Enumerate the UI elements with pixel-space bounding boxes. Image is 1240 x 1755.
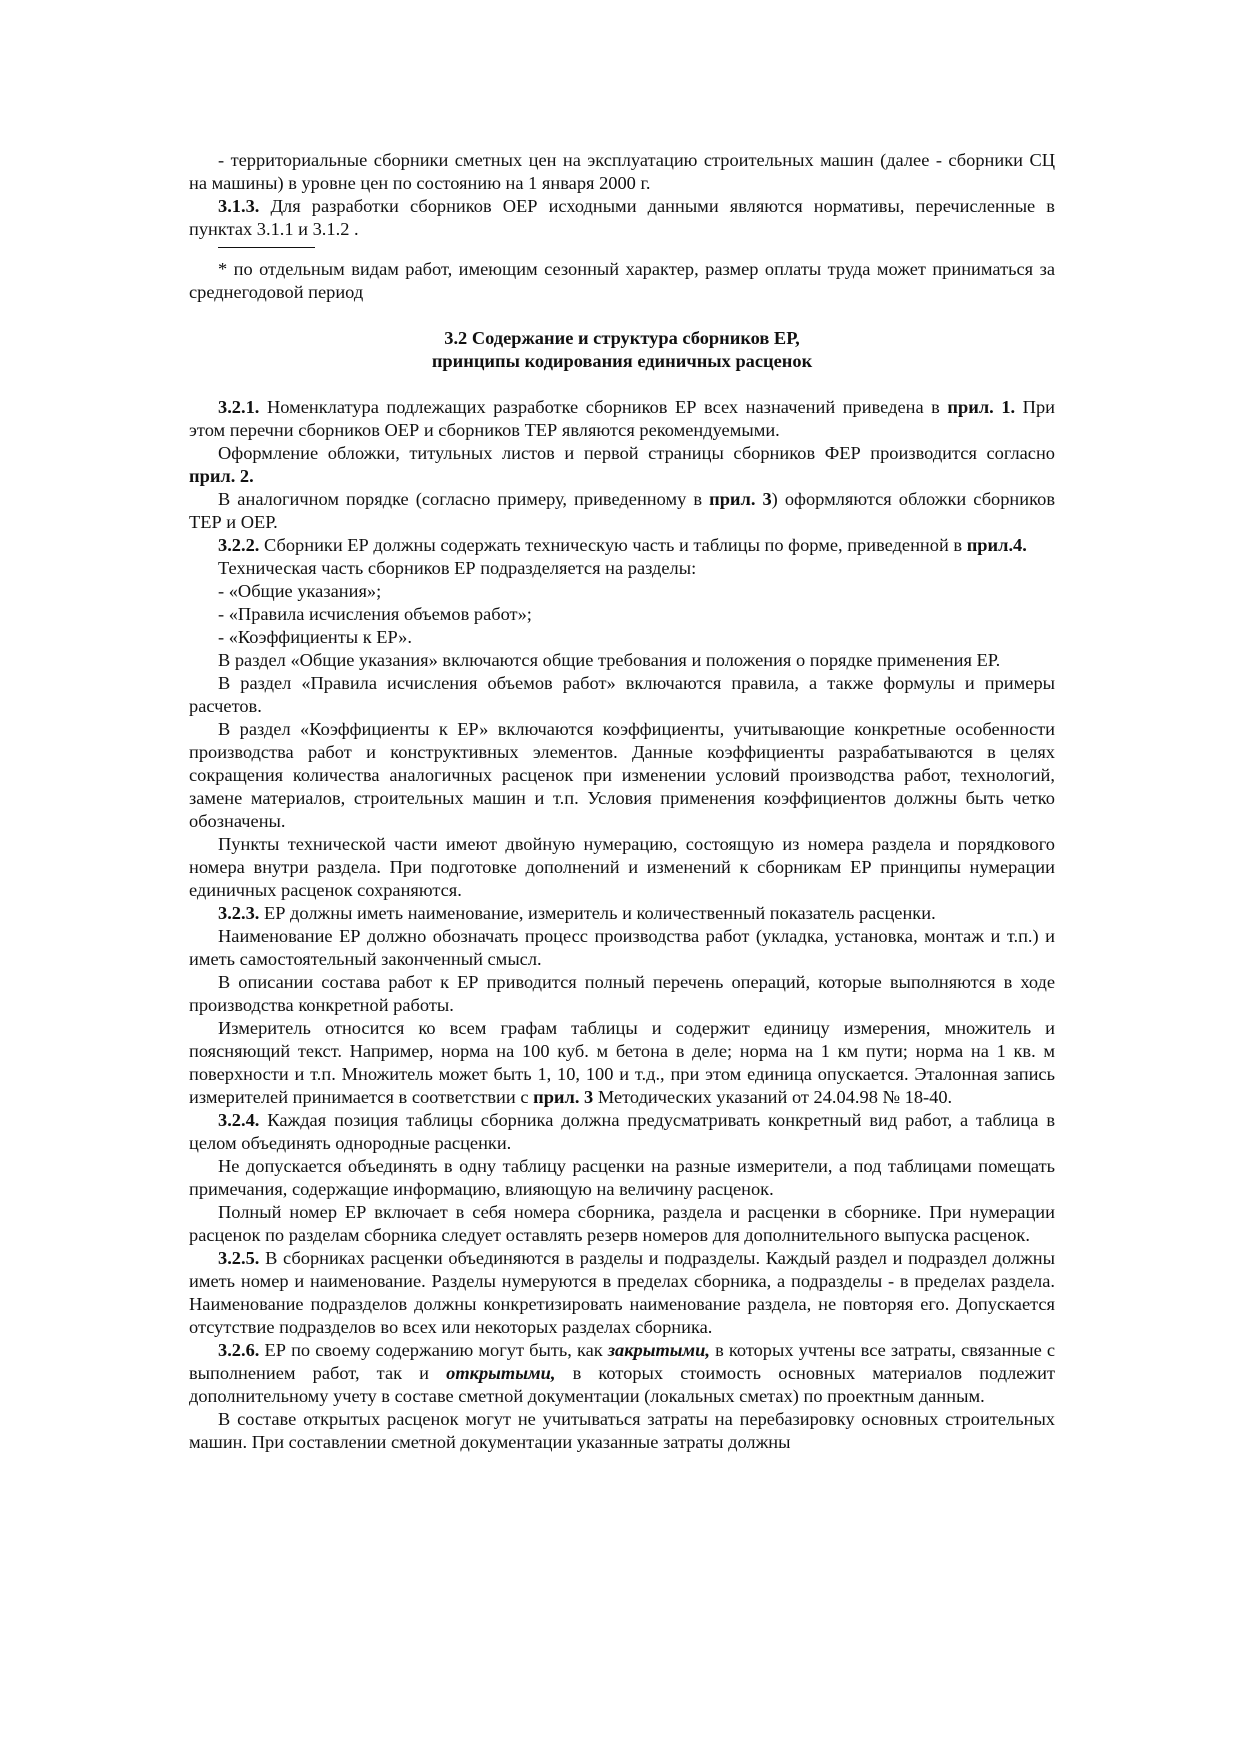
paragraph: Техническая часть сборников ЕР подразделяется на разделы: (218, 558, 697, 578)
emphasis-term: закрытыми, (607, 1340, 710, 1360)
appendix-reference: прил. 2. (189, 466, 254, 486)
paragraph-text: Для разработки сборников ОЕР исходными данными являются нормативы, перечисленные в пунктах 3.1.1 и 3.1.2 . (189, 196, 1055, 239)
section-heading (189, 327, 1055, 373)
paragraph-text: Методических указаний от 24.04.98 № 18-40. (593, 1087, 953, 1107)
paragraph-text: ЕР должны иметь наименование, измеритель и количественный показатель расценки. (259, 903, 936, 923)
paragraph-3-2-5 (189, 1247, 1055, 1339)
clause-number: 3.2.6. (218, 1340, 260, 1360)
paragraph: В составе открытых расценок могут не учитываться затраты на перебазировку основных строительных машин. При составлении сметной документации указанные затраты должны (189, 1409, 1055, 1452)
paragraph: Наименование ЕР должно обозначать процесс производства работ (укладка, установка, монтаж и т.п.) и иметь самостоятельный законченный смысл. (189, 926, 1055, 969)
clause-number: 3.2.2. (218, 535, 260, 555)
paragraph-text: ЕР по своему содержанию могут быть, как (259, 1340, 608, 1360)
clause-number: 3.2.5. (218, 1248, 260, 1268)
paragraph: В раздел «Общие указания» включаются общие требования и положения о порядке применения ЕР. (218, 650, 1001, 670)
clause-number: 3.1.3. (218, 196, 260, 216)
paragraph (189, 1017, 1055, 1109)
paragraph: Не допускается объединять в одну таблицу расценки на разные измерители, а под таблицами помещать примечания, содержащие информацию, влияющую на величину расценок. (189, 1156, 1055, 1199)
clause-number: 3.2.3. (218, 903, 260, 923)
paragraph: Пункты технической части имеют двойную нумерацию, состоящую из номера раздела и порядкового номера внутри раздела. При подготовке дополнений и изменений к сборникам ЕР принципы нумерации единичных расценок сохраняются. (189, 834, 1055, 900)
paragraph-text: Сборники ЕР должны содержать техническую часть и таблицы по форме, приведенной в (259, 535, 967, 555)
list-item: - «Общие указания»; (218, 581, 382, 601)
document-page (189, 149, 1055, 1454)
footnote-separator (218, 247, 315, 248)
paragraph (189, 442, 1055, 488)
paragraph-text: Измеритель относится ко всем графам таблицы и содержит единицу измерения, множитель и поясняющий текст. Например, норма на 100 куб. м бетона в деле; норма на 1 км пути; норма на 1 кв. м поверхности и т.п. Множитель может быть 1, 10, 100 и т.д., при этом единица опускается. Эталонная запись измерителей принимается в соответствии с (189, 1018, 1055, 1107)
paragraph: В описании состава работ к ЕР приводится полный перечень операций, которые выполняются в ходе производства конкретной работы. (189, 972, 1055, 1015)
appendix-reference: прил. 1. (947, 397, 1016, 417)
paragraph-text: Каждая позиция таблицы сборника должна предусматривать конкретный вид работ, а таблица в целом объединять однородные расценки. (189, 1110, 1055, 1153)
clause-number: 3.2.1. (218, 397, 260, 417)
paragraph-3-2-3 (189, 902, 1055, 925)
paragraph-text: При этом перечни сборников ОЕР и сборников ТЕР являются рекомендуемыми. (189, 397, 1055, 440)
paragraph-3-2-4 (189, 1109, 1055, 1155)
paragraph-text: в которых учтены все затраты, связанные с выполнением работ, так и (189, 1340, 1055, 1383)
paragraph-text: в которых стоимость основных материалов подлежит дополнительному учету в составе сметной документации (локальных сметах) по проектным данным. (189, 1363, 1056, 1406)
paragraph: В раздел «Правила исчисления объемов работ» включаются правила, а также формулы и примеры расчетов. (189, 673, 1055, 716)
paragraph-3-2-6 (189, 1339, 1055, 1408)
paragraph-text: В аналогичном порядке (согласно примеру, приведенному в (218, 489, 710, 509)
paragraph-3-2-1 (189, 396, 1055, 442)
paragraph-text: Номенклатура подлежащих разработке сборников ЕР всех назначений приведена в (259, 397, 948, 417)
list-item: - «Правила исчисления объемов работ»; (218, 604, 532, 624)
paragraph-text: ) оформляются обложки сборников ТЕР и ОЕР. (189, 489, 1055, 532)
appendix-reference: прил.4. (966, 535, 1027, 555)
section-heading-line: принципы кодирования единичных расценок (431, 351, 813, 371)
paragraph (189, 488, 1055, 534)
emphasis-term: открытыми, (446, 1363, 556, 1383)
list-item: - «Коэффициенты к ЕР». (218, 627, 412, 647)
section-heading-line: 3.2 Содержание и структура сборников ЕР, (444, 328, 800, 348)
footnote: * по отдельным видам работ, имеющим сезонный характер, размер оплаты труда может приниматься за среднегодовой период (189, 259, 1055, 302)
paragraph-3-1-3 (189, 195, 1055, 241)
paragraph: - территориальные сборники сметных цен на эксплуатацию строительных машин (далее - сборники СЦ на машины) в уровне цен по состоянию на 1 января 2000 г. (189, 150, 1055, 193)
paragraph-text: В сборниках расценки объединяются в разделы и подразделы. Каждый раздел и подраздел должны иметь номер и наименование. Разделы нумеруются в пределах сборника, а подразделы - в пределах раздела. Наименование подразделов должны конкретизировать наименование раздела, не повторяя его. Допускается отсутствие подразделов во всех или некоторых разделах сборника. (189, 1248, 1055, 1337)
paragraph: В раздел «Коэффициенты к ЕР» включаются коэффициенты, учитывающие конкретные особенности производства работ и конструктивных элементов. Данные коэффициенты разрабатываются в целях сокращения количества аналогичных расценок при изменении условий производства работ, технологий, замене материалов, строительных машин и т.п. Условия применения коэффициентов должны быть четко обозначены. (189, 719, 1055, 831)
paragraph-3-2-2 (189, 534, 1055, 557)
appendix-reference: прил. 3 (709, 489, 772, 509)
appendix-reference: прил. 3 (533, 1087, 594, 1107)
clause-number: 3.2.4. (218, 1110, 260, 1130)
paragraph-text: Оформление обложки, титульных листов и первой страницы сборников ФЕР производится согласно (218, 443, 1055, 463)
paragraph: Полный номер ЕР включает в себя номера сборника, раздела и расценки в сборнике. При нумерации расценок по разделам сборника следует оставлять резерв номеров для дополнительного выпуска расценок. (189, 1202, 1055, 1245)
